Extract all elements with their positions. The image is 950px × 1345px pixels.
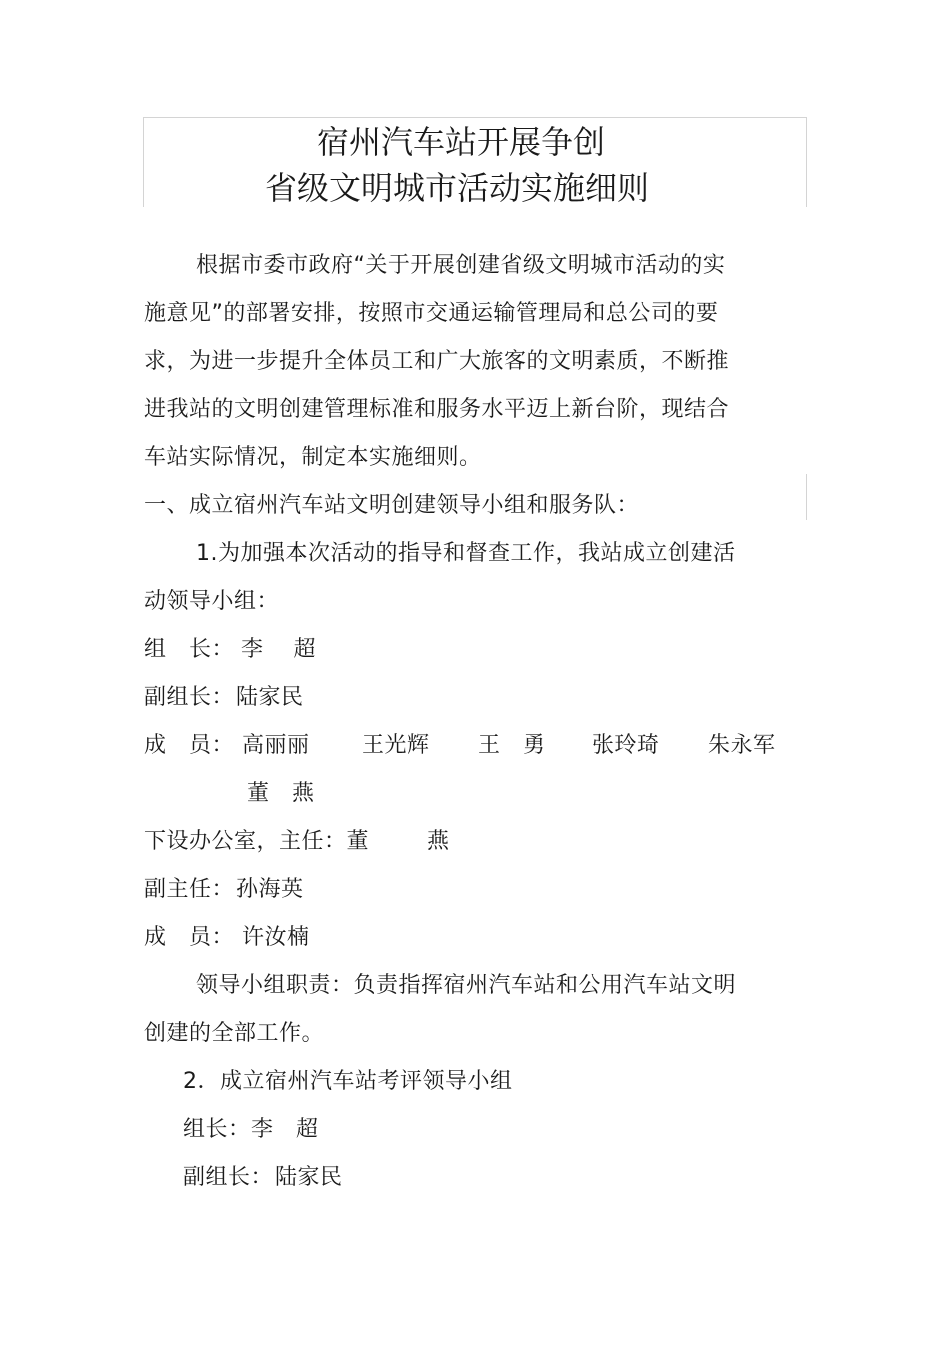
member-name: 朱永军: [708, 733, 776, 758]
document-title-line2: 省级文明城市活动实施细则: [265, 169, 650, 207]
item2-heading: 2．成立宿州汽车站考评领导小组: [183, 1069, 513, 1094]
duty-line2: 创建的全部工作。: [144, 1021, 325, 1046]
leader-name: 李 超: [241, 637, 316, 662]
member-name: 张玲琦: [592, 733, 660, 758]
member-name: 王 勇: [478, 733, 546, 758]
vice-director-name: 孙海英: [236, 877, 304, 902]
member-name-extra: 董 燕: [247, 781, 315, 806]
frame-border-right-lower: [806, 474, 807, 520]
office-members-label: 成 员：: [144, 925, 235, 950]
duty-line1: 领导小组职责：负责指挥宿州汽车站和公用汽车站文明: [196, 973, 737, 998]
section1-heading: 一、成立宿州汽车站文明创建领导小组和服务队：: [144, 493, 640, 518]
office-members-name: 许汝楠: [242, 925, 310, 950]
item2-leader-name: 李 超: [251, 1117, 319, 1142]
deputy-name: 陆家民: [236, 685, 304, 710]
intro-line-4: 进我站的文明创建管理标准和服务水平迈上新台阶，现结合: [144, 397, 730, 422]
office-line: 下设办公室，主任：董: [144, 829, 370, 854]
member-name: 王光辉: [362, 733, 430, 758]
frame-border-right: [806, 117, 807, 207]
item2-deputy-name: 陆家民: [275, 1165, 343, 1190]
deputy-label: 副组长：: [144, 685, 235, 710]
vice-director-label: 副主任：: [144, 877, 235, 902]
item1-line2: 动领导小组：: [144, 589, 280, 614]
item2-deputy-label: 副组长：: [183, 1165, 274, 1190]
intro-line-3: 求，为进一步提升全体员工和广大旅客的文明素质，不断推: [144, 349, 730, 374]
member-name: 高丽丽: [242, 733, 310, 758]
leader-label: 组 长：: [144, 637, 235, 662]
intro-line-5: 车站实际情况，制定本实施细则。: [144, 445, 482, 470]
frame-border-left: [143, 117, 144, 207]
document-title-line1: 宿州汽车站开展争创: [317, 123, 606, 161]
item2-leader-label: 组长：: [183, 1117, 251, 1142]
intro-line-1: 根据市委市政府“关于开展创建省级文明城市活动的实: [196, 253, 726, 278]
intro-line-2: 施意见”的部署安排，按照市交通运输管理局和总公司的要: [144, 301, 719, 326]
item1-line1: 1.为加强本次活动的指导和督查工作，我站成立创建活: [196, 541, 736, 566]
office-director-tail: 燕: [427, 829, 450, 854]
members-label: 成 员：: [144, 733, 235, 758]
